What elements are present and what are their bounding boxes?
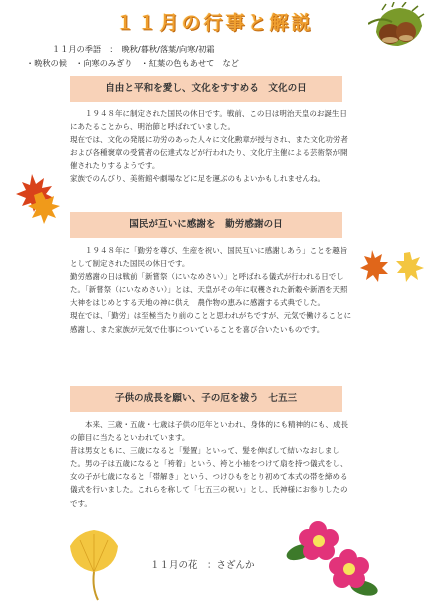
section-body-labor-thanksgiving-day — [70, 244, 352, 336]
paragraph: １９４８年に「勤労を尊び、生産を祝い、国民互いに感謝しあう」ことを趣旨として制定された国民の休日です。 — [70, 246, 348, 269]
sasanqua-flower-icon — [286, 518, 378, 598]
season-words-line2: ・晩秋の候 ・向寒のみぎり ・紅葉の色もあせて など — [26, 58, 239, 68]
ginkgo-leaf-icon — [68, 528, 120, 602]
section-heading-culture-day: 自由と平和を愛し、文化をすすめる 文化の日 — [70, 76, 342, 102]
paragraph: 現在では、文化の発展に功労のあった人々に文化勲章が授与され、また文化功労者および各種褒章の受賞者の伝達式などが行われたり、文化庁主催による芸術祭が開催されたりするようです。 — [70, 135, 348, 171]
section-heading-shichigosan: 子供の成長を願い、子の厄を祓う 七五三 — [70, 386, 342, 412]
section-body-shichigosan — [70, 418, 352, 510]
maple-leaf-icon — [14, 170, 64, 226]
paragraph: 昔は男女ともに、三歳になると「髪置」といって、髪を伸ばして結いなおしました。男の子は五歳になると「袴着」という、袴と小袖をつけて扇を持つ儀式をし、女の子が七歳になると「帯解き」という、つけひもをとり初めて本式の帯を締める儀式を行いました。これらを称して「七五三の祝い」とし、氏神様にお参りしたのです。 — [70, 446, 348, 508]
paragraph: 家族でのんびり、美術館や劇場などに足を運ぶのもよいかもしれませんね。 — [70, 174, 325, 184]
paragraph: 勤労感謝の日は戦前「新嘗祭（にいなめさい）」と呼ばれる儀式が行われる日でした。「新嘗祭（にいなめさい）」とは、天皇がその年に収穫された新穀や新酒を天照大神をはじめとする天地の神に供え 農作物の恵みに感謝する式典でした。 — [70, 272, 348, 308]
chestnut-icon — [368, 2, 426, 54]
season-words-line1: １１月の季語 ： 晩秋/暮秋/落葉/向寒/初霜 — [52, 44, 215, 54]
season-words — [26, 42, 392, 70]
flower-of-month: １１月の花 ：さざんか — [150, 560, 255, 571]
paragraph: １９４８年に制定された国民の休日です。戦前、この日は明治天皇のお誕生日にあたることから、明治節と呼ばれていました。 — [70, 109, 347, 132]
section-heading-labor-thanksgiving-day: 国民が互いに感謝を 勤労感謝の日 — [70, 212, 342, 238]
paragraph: 現在では、「勤労」は至極当たり前のことと思われがちですが、元気で働けることに感謝し、また家族が元気で仕事についていることを喜び合いたいものです。 — [70, 311, 352, 334]
page-title: １１月の行事と解説 — [115, 12, 314, 34]
paragraph: 本来、三歳・五歳・七歳は子供の厄年といわれ、身体的にも精神的にも、成長の節目に当たるといわれています。 — [70, 420, 348, 443]
section-body-culture-day — [70, 107, 352, 186]
maple-leaf-icon — [360, 240, 426, 286]
